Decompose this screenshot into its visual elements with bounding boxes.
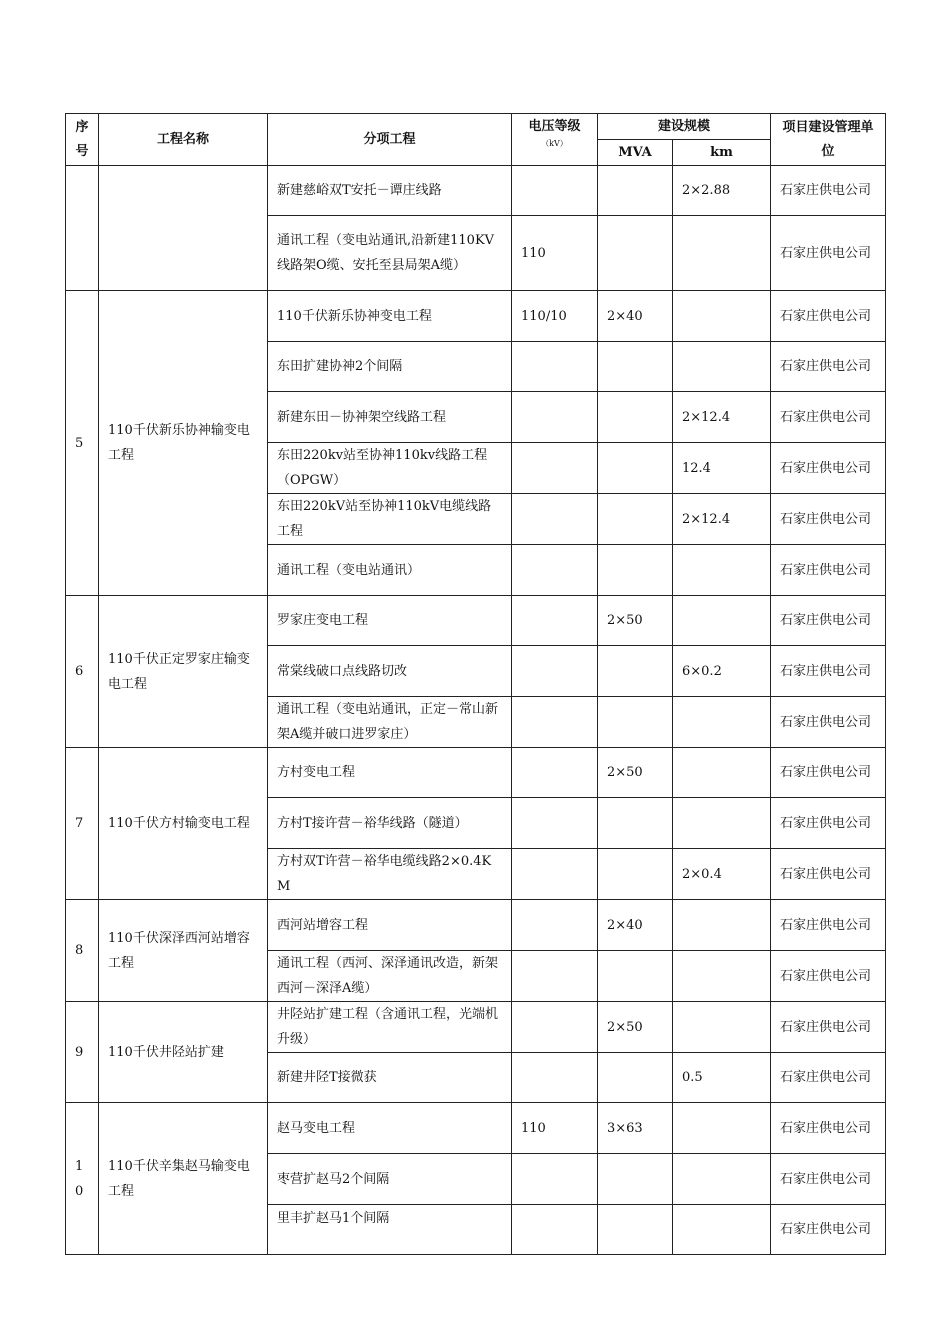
cell-voltage [512,849,598,900]
cell-km [673,596,771,646]
cell-mgmt-unit: 石家庄供电公司 [771,951,886,1002]
header-voltage [512,114,598,166]
cell-mva [598,1205,673,1255]
cell-voltage [512,545,598,596]
table-row [66,166,886,216]
cell-mgmt-unit: 石家庄供电公司 [771,291,886,342]
cell-project-name: 110千伏深泽西河站增容工程 [99,900,268,1002]
cell-mva [598,697,673,748]
table-row [66,291,886,342]
cell-mgmt-unit: 石家庄供电公司 [771,1154,886,1205]
cell-km: 2×12.4 [673,494,771,545]
cell-mgmt-unit: 石家庄供电公司 [771,494,886,545]
cell-km [673,1205,771,1255]
cell-voltage [512,1053,598,1103]
table-row [66,596,886,646]
cell-project-name: 110千伏井陉站扩建 [99,1002,268,1103]
header-mgmt-unit: 项目建设管理单位 [771,114,886,166]
cell-mgmt-unit: 石家庄供电公司 [771,545,886,596]
cell-sub-project: 通讯工程（变电站通讯） [268,545,512,596]
cell-voltage: 110 [512,216,598,291]
cell-sub-project: 方村双T许营－裕华电缆线路2×0.4KM [268,849,512,900]
cell-mgmt-unit: 石家庄供电公司 [771,1002,886,1053]
cell-voltage [512,951,598,1002]
cell-mgmt-unit: 石家庄供电公司 [771,596,886,646]
cell-mva: 2×50 [598,596,673,646]
cell-sub-project: 常棠线破口点线路切改 [268,646,512,697]
cell-mva [598,342,673,392]
cell-km [673,342,771,392]
cell-mva [598,1053,673,1103]
cell-mgmt-unit: 石家庄供电公司 [771,849,886,900]
cell-mva [598,798,673,849]
cell-project-name: 110千伏正定罗家庄输变电工程 [99,596,268,748]
cell-mgmt-unit: 石家庄供电公司 [771,1103,886,1154]
cell-mva: 2×40 [598,900,673,951]
cell-mgmt-unit: 石家庄供电公司 [771,443,886,494]
cell-voltage [512,1205,598,1255]
cell-project-name: 110千伏辛集赵马输变电工程 [99,1103,268,1255]
cell-mgmt-unit: 石家庄供电公司 [771,748,886,798]
cell-sub-project: 西河站增容工程 [268,900,512,951]
header-voltage-unit: （kV） [541,139,568,148]
cell-voltage [512,1154,598,1205]
cell-mgmt-unit: 石家庄供电公司 [771,697,886,748]
header-project-name: 工程名称 [99,114,268,166]
cell-voltage [512,443,598,494]
cell-mgmt-unit: 石家庄供电公司 [771,342,886,392]
cell-km [673,748,771,798]
cell-voltage [512,166,598,216]
cell-km: 2×0.4 [673,849,771,900]
cell-sub-project: 通讯工程（变电站通讯,沿新建110KV线路架O缆、安托至县局架A缆） [268,216,512,291]
cell-km [673,697,771,748]
cell-km [673,1154,771,1205]
cell-voltage [512,646,598,697]
cell-km [673,900,771,951]
cell-mva [598,951,673,1002]
cell-km: 2×12.4 [673,392,771,443]
cell-mva: 2×50 [598,1002,673,1053]
cell-sub-project: 方村T接许营－裕华线路（隧道） [268,798,512,849]
cell-mva: 2×50 [598,748,673,798]
cell-mgmt-unit: 石家庄供电公司 [771,216,886,291]
header-sub-project: 分项工程 [268,114,512,166]
cell-mgmt-unit: 石家庄供电公司 [771,1053,886,1103]
cell-voltage: 110 [512,1103,598,1154]
cell-sub-project: 新建东田－协神架空线路工程 [268,392,512,443]
cell-km: 12.4 [673,443,771,494]
cell-mva [598,392,673,443]
cell-mva [598,443,673,494]
cell-km: 0.5 [673,1053,771,1103]
cell-mva [598,166,673,216]
cell-project-name: 110千伏方村输变电工程 [99,748,268,900]
cell-sub-project: 罗家庄变电工程 [268,596,512,646]
cell-seq: 7 [66,748,99,900]
cell-km [673,951,771,1002]
cell-km [673,291,771,342]
cell-sub-project: 方村变电工程 [268,748,512,798]
cell-mva [598,494,673,545]
table-body [66,166,886,1255]
cell-mva [598,646,673,697]
cell-mva [598,545,673,596]
cell-mgmt-unit: 石家庄供电公司 [771,900,886,951]
cell-seq: 5 [66,291,99,596]
cell-sub-project: 通讯工程（西河、深泽通讯改造，新架西河－深泽A缆） [268,951,512,1002]
cell-km [673,1103,771,1154]
cell-km [673,1002,771,1053]
cell-voltage [512,748,598,798]
cell-seq [66,166,99,291]
cell-sub-project: 里丰扩赵马1个间隔 [268,1205,512,1255]
table-row [66,748,886,798]
cell-voltage: 110/10 [512,291,598,342]
table-row [66,1103,886,1154]
cell-sub-project: 通讯工程（变电站通讯，正定－常山新架A缆并破口进罗家庄） [268,697,512,748]
cell-sub-project: 赵马变电工程 [268,1103,512,1154]
header-voltage-label: 电压等级 [528,119,581,134]
cell-voltage [512,392,598,443]
cell-km: 6×0.2 [673,646,771,697]
cell-voltage [512,494,598,545]
cell-km [673,216,771,291]
cell-km: 2×2.88 [673,166,771,216]
header-km: km [673,140,771,166]
cell-mgmt-unit: 石家庄供电公司 [771,1205,886,1255]
cell-voltage [512,342,598,392]
cell-seq: 10 [66,1103,99,1255]
table-row [66,1002,886,1053]
header-mva: MVA [598,140,673,166]
cell-voltage [512,596,598,646]
cell-project-name [99,166,268,291]
cell-voltage [512,798,598,849]
cell-mgmt-unit: 石家庄供电公司 [771,646,886,697]
header-scale: 建设规模 [598,114,771,140]
cell-voltage [512,697,598,748]
cell-sub-project: 东田220kV站至协神110kV电缆线路工程 [268,494,512,545]
cell-sub-project: 新建井陉T接微获 [268,1053,512,1103]
cell-seq: 8 [66,900,99,1002]
cell-seq: 6 [66,596,99,748]
cell-km [673,545,771,596]
cell-mgmt-unit: 石家庄供电公司 [771,166,886,216]
cell-voltage [512,900,598,951]
cell-km [673,798,771,849]
cell-sub-project: 110千伏新乐协神变电工程 [268,291,512,342]
header-seq: 序号 [66,114,99,166]
cell-sub-project: 新建慈峪双T安托－谭庄线路 [268,166,512,216]
cell-project-name: 110千伏新乐协神输变电工程 [99,291,268,596]
cell-seq: 9 [66,1002,99,1103]
cell-mgmt-unit: 石家庄供电公司 [771,798,886,849]
table-row [66,900,886,951]
cell-mva [598,216,673,291]
cell-sub-project: 枣营扩赵马2个间隔 [268,1154,512,1205]
cell-sub-project: 东田220kv站至协神110kv线路工程（OPGW） [268,443,512,494]
cell-voltage [512,1002,598,1053]
project-table [65,113,886,1255]
cell-mva: 3×63 [598,1103,673,1154]
cell-sub-project: 井陉站扩建工程（含通讯工程，光端机升级） [268,1002,512,1053]
cell-mva [598,849,673,900]
cell-mva: 2×40 [598,291,673,342]
cell-sub-project: 东田扩建协神2个间隔 [268,342,512,392]
cell-mva [598,1154,673,1205]
cell-mgmt-unit: 石家庄供电公司 [771,392,886,443]
